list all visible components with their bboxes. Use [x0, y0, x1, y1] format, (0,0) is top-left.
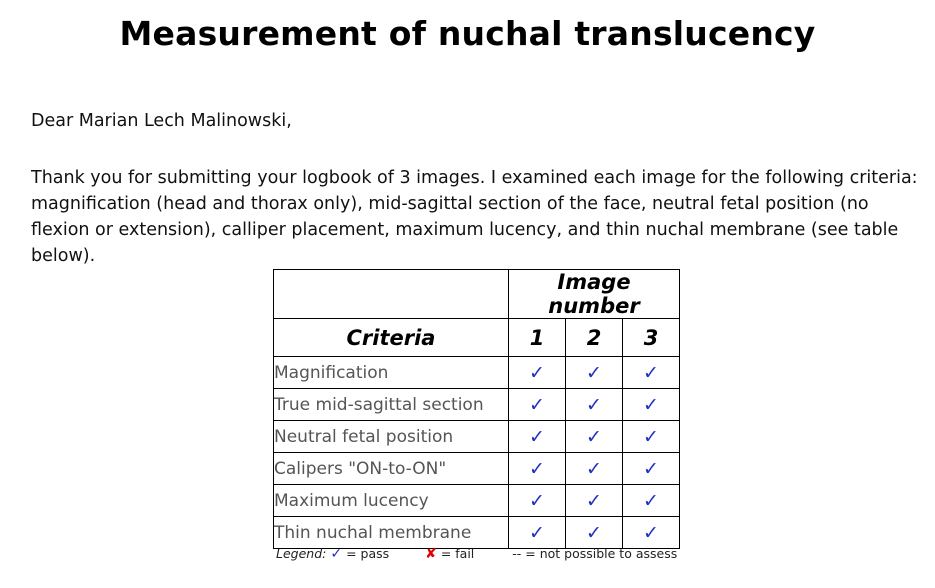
intro-paragraph: Thank you for submitting your logbook of 3 images. I examined each image for the following criteria: magnification (head and thorax only), mid-sagittal section of the face, neutral fetal position (no flexion or extension), calliper placement, maximum lucency, and thin nuchal membrane (see table below). [31, 168, 918, 266]
legend [276, 546, 677, 562]
image-number-3: 3 [623, 319, 680, 357]
pass-check-icon: ✓ [509, 357, 566, 389]
pass-check-icon: ✓ [566, 389, 623, 421]
legend-pass-text: = pass [346, 546, 390, 561]
pass-check-icon: ✓ [509, 517, 566, 549]
table-row [274, 357, 680, 389]
pass-check-icon: ✓ [509, 389, 566, 421]
pass-check-icon: ✓ [623, 485, 680, 517]
legend-check-icon: ✓ [330, 546, 343, 562]
table-header-row-group [274, 270, 680, 319]
pass-check-icon: ✓ [623, 421, 680, 453]
pass-check-icon: ✓ [623, 453, 680, 485]
criterion-label: True mid-sagittal section [274, 389, 509, 421]
pass-check-icon: ✓ [623, 357, 680, 389]
legend-cross-icon: ✘ [425, 546, 437, 562]
document-title: Measurement of nuchal translucency [119, 14, 816, 53]
pass-check-icon: ✓ [509, 421, 566, 453]
criteria-header: Criteria [274, 319, 509, 357]
criterion-label: Magnification [274, 357, 509, 389]
pass-check-icon: ✓ [566, 485, 623, 517]
pass-check-icon: ✓ [509, 485, 566, 517]
criteria-table [273, 269, 680, 549]
pass-check-icon: ✓ [623, 517, 680, 549]
pass-check-icon: ✓ [566, 421, 623, 453]
pass-check-icon: ✓ [623, 389, 680, 421]
table-row [274, 421, 680, 453]
table-row [274, 389, 680, 421]
table-row [274, 453, 680, 485]
legend-title: Legend: [276, 546, 327, 561]
legend-fail-text: = fail [440, 546, 475, 561]
table-row [274, 517, 680, 549]
greeting: Dear Marian Lech Malinowski, [31, 111, 292, 131]
criterion-label: Neutral fetal position [274, 421, 509, 453]
pass-check-icon: ✓ [566, 517, 623, 549]
criterion-label: Calipers "ON-to-ON" [274, 453, 509, 485]
pass-check-icon: ✓ [566, 453, 623, 485]
image-number-1: 1 [509, 319, 566, 357]
criterion-label: Thin nuchal membrane [274, 517, 509, 549]
table-row [274, 485, 680, 517]
table-header-empty [274, 270, 509, 319]
image-number-2: 2 [566, 319, 623, 357]
image-number-header: Image number [509, 270, 680, 319]
pass-check-icon: ✓ [509, 453, 566, 485]
legend-not-assessable-text: -- = not possible to assess [512, 546, 678, 561]
pass-check-icon: ✓ [566, 357, 623, 389]
criterion-label: Maximum lucency [274, 485, 509, 517]
table-header-row [274, 319, 680, 357]
